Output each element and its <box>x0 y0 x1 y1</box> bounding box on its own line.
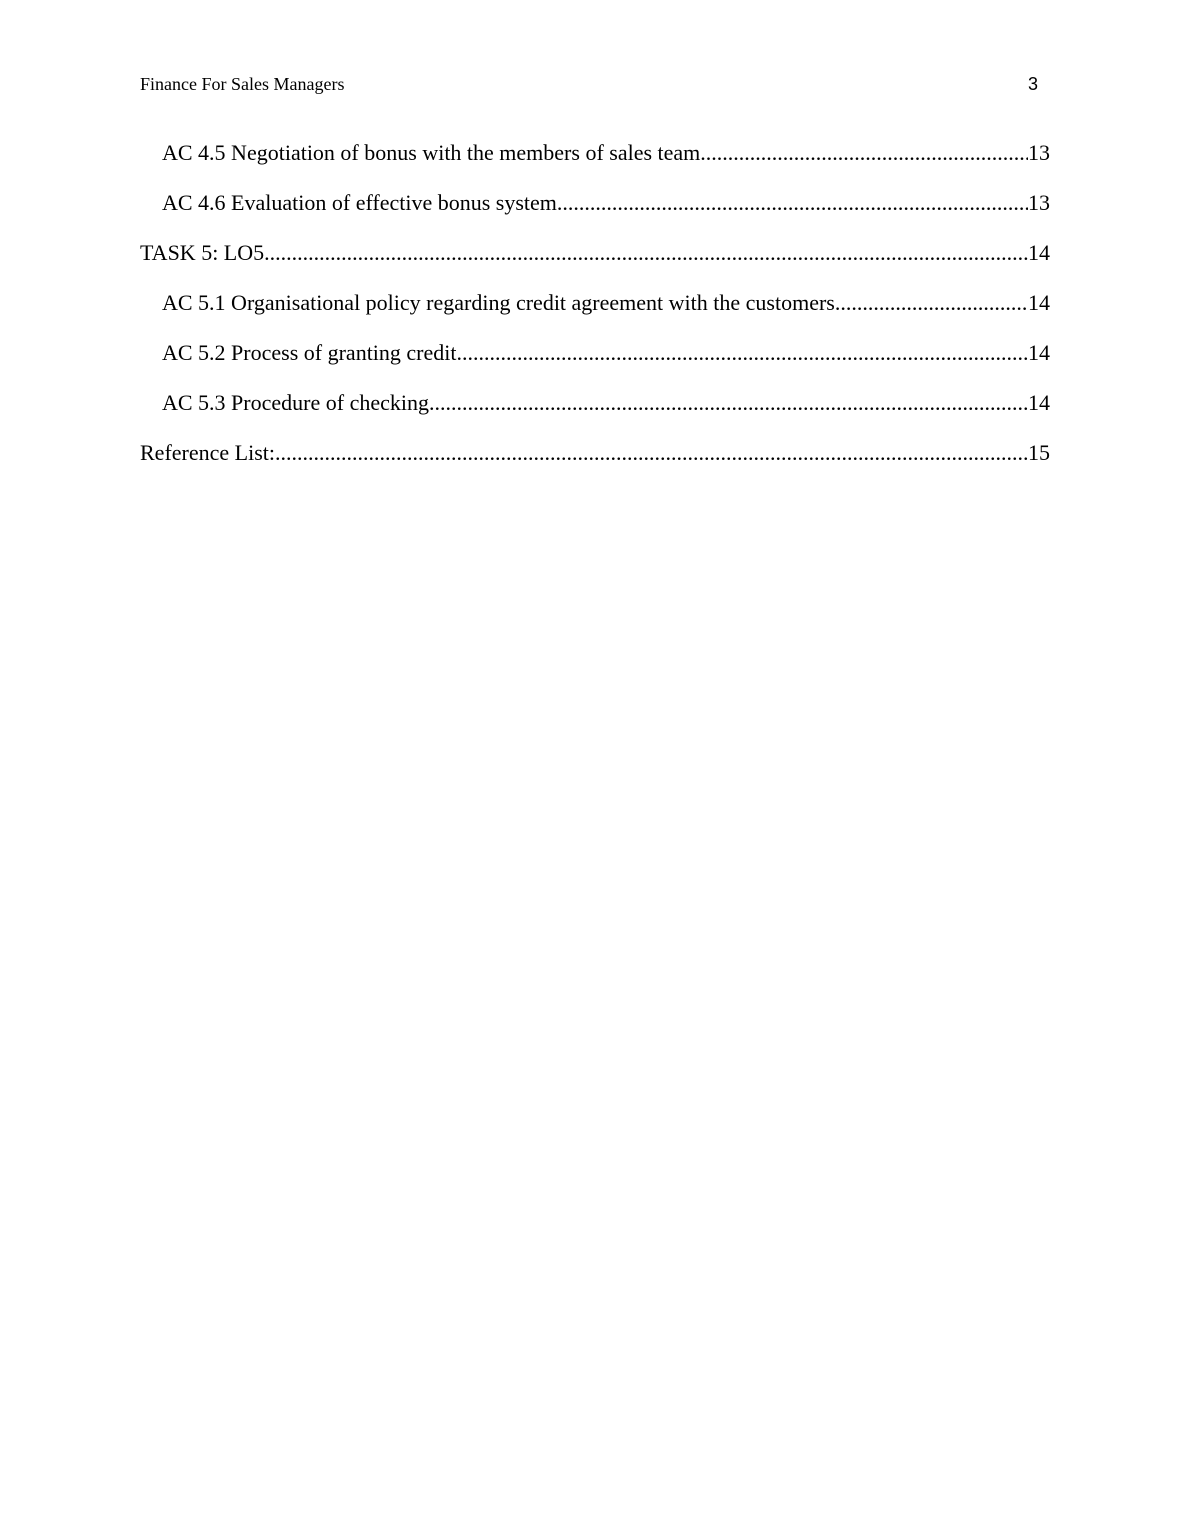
toc-dot-leader <box>275 439 1028 467</box>
toc-entry-ac-5-2[interactable] <box>140 339 1050 389</box>
toc-entry-page: 14 <box>1028 240 1050 265</box>
toc-dot-leader <box>557 189 1028 217</box>
toc-entry-text: AC 5.1 Organisational policy regarding credit agreement with the customers <box>162 290 835 315</box>
toc-entry-page: 13 <box>1028 190 1050 215</box>
toc-entry-text: Reference List: <box>140 440 275 465</box>
toc-dot-leader <box>264 239 1028 267</box>
toc-entry-text: AC 4.5 Negotiation of bonus with the members of sales team <box>162 140 701 165</box>
toc-entry-page: 15 <box>1028 440 1050 465</box>
toc-entry-page: 14 <box>1028 390 1050 415</box>
toc-entry-page: 14 <box>1028 290 1050 315</box>
running-header-title: Finance For Sales Managers <box>140 74 345 94</box>
toc-entry-text: TASK 5: LO5 <box>140 240 265 265</box>
page-header <box>140 72 1040 96</box>
toc-entry-reference-list[interactable] <box>140 439 1050 489</box>
table-of-contents <box>140 139 1050 489</box>
toc-entry-ac-4-5[interactable] <box>140 139 1050 189</box>
page-number: 3 <box>1028 74 1039 94</box>
toc-entry-ac-5-1[interactable] <box>140 289 1050 339</box>
toc-dot-leader <box>700 139 1028 167</box>
toc-entry-task-5[interactable] <box>140 239 1050 289</box>
toc-entry-ac-5-3[interactable] <box>140 389 1050 439</box>
toc-entry-page: 14 <box>1028 340 1050 365</box>
toc-entry-ac-4-6[interactable] <box>140 189 1050 239</box>
toc-dot-leader <box>835 289 1028 317</box>
toc-entry-text: AC 4.6 Evaluation of effective bonus system <box>162 190 557 215</box>
toc-dot-leader <box>429 389 1028 417</box>
toc-entry-page: 13 <box>1028 140 1050 165</box>
toc-entry-text: AC 5.3 Procedure of checking <box>162 390 429 415</box>
toc-dot-leader <box>457 339 1029 367</box>
toc-entry-text: AC 5.2 Process of granting credit <box>162 340 457 365</box>
